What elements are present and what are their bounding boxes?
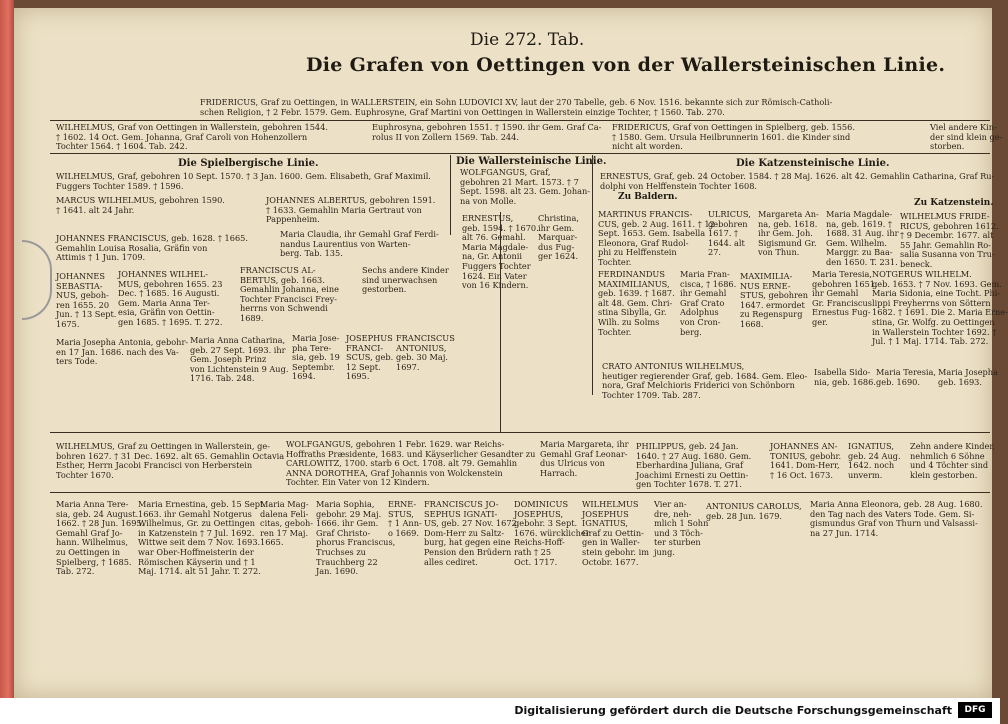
rule	[592, 155, 593, 395]
text-maria-josepha-1693: Maria Josepha geb. 1693.	[938, 367, 998, 387]
heading-zu-katzenstein: Zu Katzenstein.	[914, 198, 994, 208]
text-ernestus-1669: ERNE- STUS, † 1 Ann- o 1669.	[388, 499, 422, 538]
text-maria-josepha-antonia: Maria Josepha Antonia, gebohr- en 17 Jan. 1686. nach des Va- ters Tode.	[56, 337, 189, 367]
text-wilhelmus-josephus: WILHELMUS JOSEPHUS IGNATIUS, Graf zu Oettin- gen in Waller- stein gebohr. im Octobr. 1677.	[582, 499, 649, 567]
text-franciscus-antonius: FRANCISCUS ANTONIUS, geb. 30 Maj. 1697.	[396, 333, 455, 372]
text-martinus: MARTINUS FRANCIS- CUS, geb. 2 Aug. 1611. † Sept. 1653. Gem. Isabella Eleonora, Graf Rudol- phi zu Helffenstein Tochter.	[598, 209, 706, 267]
text-margareta: Margareta An- na, geb. 1618. ihr Gem. Joh. Sigismund Gr. von Thun.	[758, 209, 819, 258]
text-franciscus-josephus: FRANCISCUS JO- SEPHUS IGNATI- US, geb. 27 Nov. 1672. Dom-Herr zu Saltz- burg, hat gegen eine Pension den Brüdern alles cediret.	[424, 499, 520, 567]
text-maria-anna-eleonora: Maria Anna Eleonora, geb. 28 Aug. 1680. den Tag nach des Vaters Tode. Gem. Si- gismundus Graf von Thurn und Valsassi- na 27 Jun. 1714.	[810, 499, 983, 538]
text-ignatius: IGNATIUS, geb. 24 Aug. 1642. noch unverm.	[848, 441, 901, 480]
heading-wallerstein-linie: Die Wallersteinische Linie.	[456, 156, 607, 167]
text-philippus: PHILIPPUS, geb. 24 Jan. 1640. † 27 Aug. 1680. Gem. Eberhardina Juliana, Graf Joachimi Ernesti zu Oettin- gen Tochter 1678. T. 271.	[636, 441, 752, 490]
dfg-logo: DFG	[958, 702, 992, 718]
footer-credit: Digitalisierung gefördert durch die Deutsche Forschungsgemeinschaft	[514, 704, 952, 717]
text-wilhelmus-1570: WILHELMUS, Graf, gebohren 10 Sept. 1570. † 3 Jan. 1600. Gem. Elisabeth, Graf Maximil. Fuggers Tochter 1589. † 1596.	[56, 171, 431, 191]
text-crato: CRATO ANTONIUS WILHELMUS, heutiger regierender Graf, geb. 1684. Gem. Eleo- nora, Graf Melchioris Friderici von Schönborn Tochter 1709. Tab. 287.	[602, 361, 808, 400]
text-josephus-franciscus: JOSEPHUS FRANCI- SCUS, geb. 12 Sept. 1695.	[346, 333, 394, 382]
text-maria-teresia-1651: Maria Teresia, gebohren 1651. ihr Gemahl Gr. Franciscus Ernestus Fug- ger.	[812, 269, 878, 327]
text-maria-ernestina: Maria Ernestina, geb. 15 Sept. 1663. ihr Gemahl Notgerus Wilhelmus, Gr. zu Oettingen in Katzenstein † 7 Jul. 1692. Wittwe seit dem 7 Nov. 1693. war Ober-Hoffmeisterin der Römischen Käyserin und † 1 Maj. 1714. alt 51 Jahr. T. 272.	[138, 499, 266, 577]
text-euphrosyna: Euphrosyna, gebohren 1551. † 1590. ihr Gem. Graf Ca- rolus II von Zollern 1569. Tab. 244.	[372, 122, 602, 142]
heading-spielberg-linie: Die Spielbergische Linie.	[178, 158, 319, 169]
book-spine	[0, 0, 14, 724]
footer-bar	[0, 698, 1000, 724]
text-maria-anna-catharina: Maria Anna Catharina, geb. 27 Sept. 1693. ihr Gem. Joseph Prinz von Lichtenstein 9 Aug. 1716. Tab. 248.	[190, 335, 289, 384]
text-wolfgangus-1629: WOLFGANGUS, gebohren 1 Febr. 1629. war Reichs- Hoffraths Præsidente, 1683. und Käyserlicher Gesandter zu CARLOWITZ, 1700. starb 6 Oct. 1708. alt 79. Gemahlin ANNA DOROTHEA, Graf Johannis von Wolckenstein Tochter. Ein Vater von 12 Kindern.	[286, 439, 536, 488]
heading-katzenstein-linie: Die Katzensteinische Linie.	[736, 158, 890, 169]
rule	[50, 153, 990, 154]
page-tab-marker	[22, 240, 52, 320]
text-maria-josepha-teresia: Maria Jose- pha Tere- sia, geb. 19 Septembr. 1694.	[292, 333, 340, 382]
text-wilhelmus-1544: WILHELMUS, Graf von Oettingen in Wallerstein, gebohren 1544. † 1602. 14 Oct. Gem. Johanna, Graf Caroli von Hohenzollern Tochter 1564. † 1604. Tab. 242.	[56, 122, 328, 152]
heading-zu-baldern: Zu Baldern.	[618, 192, 678, 202]
text-viel-andere: Viel andere Kin- der sind klein ge- storben.	[930, 122, 1003, 152]
text-vier-andere: Vier an- dre, neh- mlich 1 Sohn und 3 Töch- ter sturben jung.	[654, 499, 709, 557]
text-ernestus-1584: ERNESTUS, Graf, geb. 24 October. 1584. † 28 Maj. 1626. alt 42. Gemahlin Catharina, Graf Ru- dolphi von Helffenstein Tochter 1608.	[600, 171, 995, 191]
text-marcus: MARCUS WILHELMUS, gebohren 1590. † 1641. alt 24 Jahr.	[56, 195, 225, 215]
text-johannes-franciscus: JOHANNES FRANCISCUS, geb. 1628. † 1665. Gemahlin Louisa Rosalia, Gräfin von Attimis † 1 Jun. 1709.	[56, 233, 248, 263]
text-zehn-andere: Zehn andere Kinder, nehmlich 6 Söhne und 4 Töchter sind klein gestorben.	[910, 441, 995, 480]
text-ulricus: ULRICUS, gebohren 1617. † 1644. alt 27.	[708, 209, 751, 258]
text-maria-magdalena: Maria Magdale- na, geb. 1619. † 1688. 31 Aug. ihr Gem. Wilhelm. Marggr. zu Baa- den 1650. T. 231.	[826, 209, 899, 267]
text-maria-francisca: Maria Fran- cisca, † 1686. ihr Gemahl Graf Crato Adolphus von Cron- berg.	[680, 269, 737, 337]
text-maria-teresia-1690: Maria Teresia, geb. 1690.	[876, 367, 937, 387]
text-fridericus-spielberg: FRIDERICUS, Graf von Oettingen in Spielberg, geb. 1556. † 1580. Gem. Ursula Heilbrunnerin 1601. die Kinder sind nicht alt worden.	[612, 122, 855, 152]
text-wolfgangus-1573: WOLFGANGUS, Graf, gebohren 21 Mart. 1573. † 7 Sept. 1598. alt 23. Gem. Johan- na von Molle.	[460, 167, 591, 206]
text-dominicus: DOMINICUS JOSEPHUS, gebohr. 3 Sept. 1676. würcklicher Reichs-Hoff- rath † 25 Oct. 1717.	[514, 499, 590, 567]
text-maria-anna-teresia: Maria Anna Tere- sia, geb. 24 August. 1662. † 28 Jun. 1695. Gemahl Graf Jo- hann. Wilhelmus, zu Oettingen in Spielberg, † 1685. Tab. 272.	[56, 499, 145, 577]
text-ferdinandus: FERDINANDUS MAXIMILIANUS, geb. 1639. † 1687. alt 48. Gem. Chri- stina Sibylla, Gr. Wilh. zu Solms Tochter.	[598, 269, 675, 337]
text-maria-magdalena-felicitas: Maria Mag- dalena Feli- citas, geboh- ren 17 Maj. 1665.	[260, 499, 314, 548]
text-franciscus-albertus: FRANCISCUS AL- BERTUS, geb. 1663. Gemahlin Johanna, eine Tochter Francisci Frey- herrns von Schwendi 1689.	[240, 265, 339, 323]
text-johannes-wilhelmus: JOHANNES WILHEL- MUS, gebohren 1655. 23 Dec. † 1685. 16 Augusti. Gem. Maria Anna Ter- esia, Gräfin von Oettin- gen 1685. † 1695. T. 272.	[118, 269, 223, 327]
text-johannes-albertus: JOHANNES ALBERTUS, gebohren 1591. † 1633. Gemahlin Maria Gertraut von Pappenheim.	[266, 195, 436, 225]
text-maximilianus: MAXIMILIA- NUS ERNE- STUS, gebohren 1647. ermordet zu Regenspurg 1668.	[740, 271, 809, 329]
text-fridericus: FRIDERICUS, Graf zu Oettingen, in WALLERSTEIN, ein Sohn LUDOVICI XV, laut der 270 Tabelle, geb. 6 Nov. 1516. bekannte sich zur Römisch-Catholi- schen Religion, † 2 Febr. 1579. Gem. Euphrosyne, Graf Martini von Oettingen in Wallerstein einzige Tochter, † 1560. Tab. 270.	[200, 97, 833, 117]
text-isabella: Isabella Sido- nia, geb. 1686.	[814, 367, 876, 387]
text-johannes-sebastianus: JOHANNES SEBASTIA- NUS, geboh- ren 1655. 20 Jun. † 13 Sept. 1675.	[56, 271, 117, 329]
text-maria-sophia: Maria Sophia, gebohr. 29 Maj. 1666. ihr Gem. Graf Christo- phorus Franciscus, Truchses zu Trauchberg 22 Jan. 1690.	[316, 499, 396, 577]
text-sechs-andere: Sechs andere Kinder sind unerwachsen gestorben.	[362, 265, 449, 295]
text-johannes-antonius: JOHANNES AN- TONIUS, gebohr. 1641. Dom-Herr, † 16 Oct. 1673.	[770, 441, 842, 480]
text-ernestus-1594: ERNESTUS, geb. 1594. † 1670. alt 76. Gemahl. Maria Magdale- na, Gr. Antonii Fuggers Tochter 1624. Ein Vater von 16 Kindern.	[462, 213, 539, 291]
text-christina: Christina, ihr Gem. Marquar- dus Fug- ger 1624.	[538, 213, 579, 262]
text-wilhelmus-1627: WILHELMUS, Graf zu Oettingen in Wallerstein, ge- bohren 1627. † 31 Dec. 1692. alt 65. Gemahlin Octavia Esther, Herrn Jacobi Francisci von Herberstein Tochter 1670.	[56, 441, 285, 480]
rule	[50, 432, 990, 433]
rule	[50, 120, 990, 121]
text-antonius-carolus: ANTONIUS CAROLUS, geb. 28 Jun. 1679.	[706, 501, 802, 521]
page-title: Die 272. Tab.	[470, 30, 585, 50]
text-wilhelmus-fridericus: WILHELMUS FRIDE- RICUS, gebohren 1612. † 9 Decembr. 1677. alt 55 Jahr. Gemahlin Ro- salia Susanna von Tru- beneck.	[900, 211, 999, 269]
text-maria-margareta: Maria Margareta, ihr Gemahl Graf Leonar- dus Ulricus von Harrach.	[540, 439, 629, 478]
rule	[50, 492, 990, 493]
text-notgerus: NOTGERUS WILHELM. geb. 1653. † 7 Nov. 1693. Gem. Maria Sidonia, eine Tocht. Phi- lippi Freyherrns von Söttern 1682. † 1691. Die 2. Maria Erne- stina, Gr. Wolfg. zu Oettingen in Wallerstein Tochter 1692. † Jul. † 1 Maj. 1714. Tab. 272.	[872, 269, 1008, 347]
text-maria-claudia: Maria Claudia, ihr Gemahl Graf Ferdi- nandus Laurentius von Warten- berg. Tab. 135.	[280, 229, 439, 259]
page-subtitle: Die Grafen von Oettingen von der Wallersteinischen Linie.	[306, 54, 946, 76]
